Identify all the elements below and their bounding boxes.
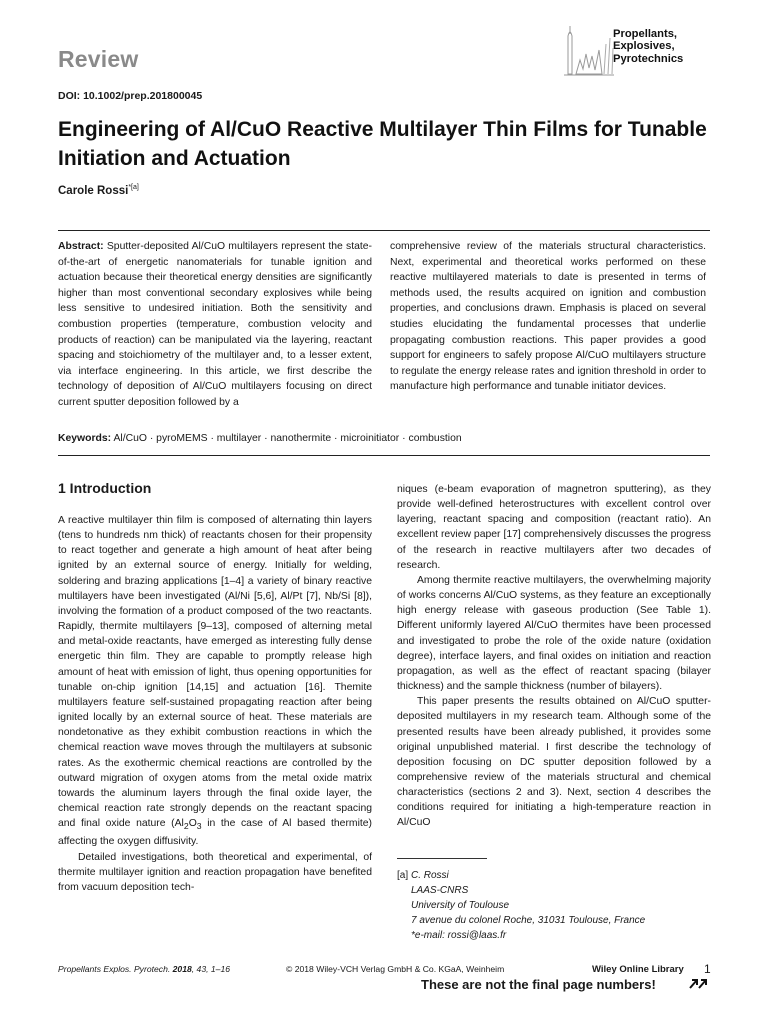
journal-name-line-3: Pyrotechnics	[613, 52, 684, 65]
affiliation-email[interactable]: *e-mail: rossi@laas.fr	[411, 930, 507, 941]
journal-logo[interactable]	[560, 22, 720, 80]
abstract-label: Abstract:	[58, 241, 104, 252]
affiliation-name: C. Rossi	[411, 870, 449, 881]
subscript: 2	[183, 821, 189, 832]
citation-volume-pages: , 43, 1–16	[191, 964, 231, 974]
citation-footer	[58, 964, 230, 974]
body-right-column	[397, 482, 711, 831]
keywords-label: Keywords:	[58, 433, 112, 444]
section-heading-introduction: 1 Introduction	[58, 480, 152, 496]
author-line	[58, 184, 139, 197]
intro-paragraph-1-text: A reactive multilayer thin film is composed of alternating thin layers (tens to hundreds nm thick) of reactants chosen for their propensity to react together and generate a high amount of heat after being ignited by an external source of energy. Initially for welding, soldering and brazing applications [1–4] a variety of binary reactive multilayers have been investigated (Al/Ni [5,6], Al/Pt [7], Nb/Si [8]), involving the formation of a product composed of the two reactants. Rapidly, thermite multilayers [9–13], composed of alterning metal and metal-oxide reactants, have emerged as interesting fully dense energetic thin film. They are capable to promptly release high amount of heat with emission of light, thus opening opportunities for tunable on-chip ignition [14,15] and actuation [16]. Themite multilayers feature self-sustained propagating reaction after being ignited locally by an external source of heat. These materials are nondetonative as they exhibit combustion reactions in which the chemical reaction wave moves through the multilayers at subsonic rates. As the exothermic chemical reactions are controlled by the outward migration of oxygen atoms from the metal oxide matrix towards the aluminum layers through the final oxide layer, the chemical reaction rate strongly depends on the reactant spacing and final oxide nature (Al	[58, 515, 372, 830]
wiley-online-library-link[interactable]: Wiley Online Library	[592, 964, 684, 975]
journal-name-line-2: Explosives,	[613, 40, 675, 53]
affiliation-university: University of Toulouse	[411, 900, 510, 911]
intro-paragraph-1	[58, 513, 372, 850]
abstract-right-column: comprehensive review of the materials structural characteristics. Next, experimental and theoretical works performed on these reactive multilayered materials to date is presented in terms of methods used, the results acquired on ignition and combustion properties, and conclusions drawn. Emphasis is placed on several studies elucidating the fundamental processes that underlie propagating combustion reactions. This paper provides a good support for engineers to safely propose Al/CuO multilayers structure to regulate the energy release rates and ignition threshold in order to manufacture high performance and tunable initiator devices.	[390, 241, 706, 393]
pyrotechnics-emblem-icon	[560, 22, 616, 78]
final-page-notice: These are not the final page numbers!	[421, 977, 656, 992]
subscript: 3	[196, 821, 202, 832]
author-affiliation-mark[interactable]: *[a]	[128, 184, 139, 191]
footnote-rule	[397, 858, 487, 859]
doi-link[interactable]: DOI: 10.1002/prep.201800045	[58, 90, 203, 102]
abstract-left-column	[58, 239, 372, 411]
author-name[interactable]: Carole Rossi	[58, 184, 129, 197]
affiliation-tag: [a]	[397, 870, 409, 881]
abstract-bottom-rule	[58, 455, 710, 456]
keywords-text: Al/CuO · pyroMEMS · multilayer · nanothermite · microinitiator · combustion	[113, 433, 462, 444]
affiliation-address: 7 avenue du colonel Roche, 31031 Toulouse, France	[411, 915, 646, 926]
double-arrow-icon[interactable]	[688, 976, 710, 990]
keywords-line	[58, 432, 710, 446]
intro-paragraph-1-tail: in the case of Al based thermite) affecting the oxygen diffusivity.	[58, 818, 373, 848]
section-label: Review	[58, 46, 139, 72]
intro-paragraph-5: This paper presents the results obtained on Al/CuO sputter-deposited multilayers in my research team. Although some of the presented results have been already published, it provides some original unpublished material. I first describe the technology of deposition focusing on DC sputter deposition followed by a comprehensive review of the materials structural and chemical characteristics (sections 2 and 3). Next, section 4 describes the conditions required for initiating a high-temperature reaction in Al/CuO	[397, 696, 711, 829]
abstract-text-left: Sputter-deposited Al/CuO multilayers represent the state-of-the-art of energetic nanomaterials for tunable ignition and actuation because their theoretical energy densities are significantly higher than most conventional secondary explosives while being less sensitive to undesired initiation. Both the sensitivity and combustion properties (temperature, combustion velocity and products of reaction) can be manipulated via the layering, reactant spacing and stoichiometry of the multilayer and, to a lesser extent, via interface engineering. In this article, we first describe the technology of deposition of Al/CuO multilayers focusing on direct current sputter deposition followed by a	[58, 241, 373, 408]
body-left-column	[58, 513, 372, 895]
intro-paragraph-2: Detailed investigations, both theoretical and experimental, of thermite multilayer ignition and reaction propagation have benefited from vacuum deposition tech-	[58, 851, 372, 893]
intro-paragraph-1-formula: O	[188, 818, 197, 830]
journal-name	[613, 28, 683, 65]
citation-year: 2018	[172, 964, 192, 974]
abstract-top-rule	[58, 230, 710, 231]
copyright-footer: © 2018 Wiley-VCH Verlag GmbH & Co. KGaA, Weinheim	[286, 964, 505, 974]
journal-name-line-1: Propellants,	[613, 28, 678, 40]
article-title: Engineering of Al/CuO Reactive Multilayer Thin Films for Tunable Initiation and Actuation	[58, 118, 707, 170]
affiliation-footnote	[397, 868, 645, 943]
affiliation-lab: LAAS-CNRS	[411, 885, 469, 896]
journal-abbrev: Propellants Explos. Pyrotech.	[58, 964, 171, 974]
intro-paragraph-4: Among thermite reactive multilayers, the overwhelming majority of works concerns Al/CuO systems, as they feature an exceptionally high energy release with gaseous production (See Table 1). Different uniformly layered Al/CuO thermites have been processed and investigated to probe the role of the oxide nature (oxidation degree), interface layers, and final oxides on initiation and reaction propagation, as well as the effect of reactant spacing (bilayer thickness) and the sample thickness (number of bilayers).	[397, 574, 711, 693]
intro-paragraph-3: niques (e-beam evaporation of magnetron sputtering), as they provide well-defined heterostructures with excellent control over layering, reactant spacing and composition (reactant ratio). An excellent review paper [17] comprehensively discusses the progress of the research in reactive multilayers after two decades of research.	[397, 484, 711, 571]
page-number: 1	[704, 962, 711, 976]
